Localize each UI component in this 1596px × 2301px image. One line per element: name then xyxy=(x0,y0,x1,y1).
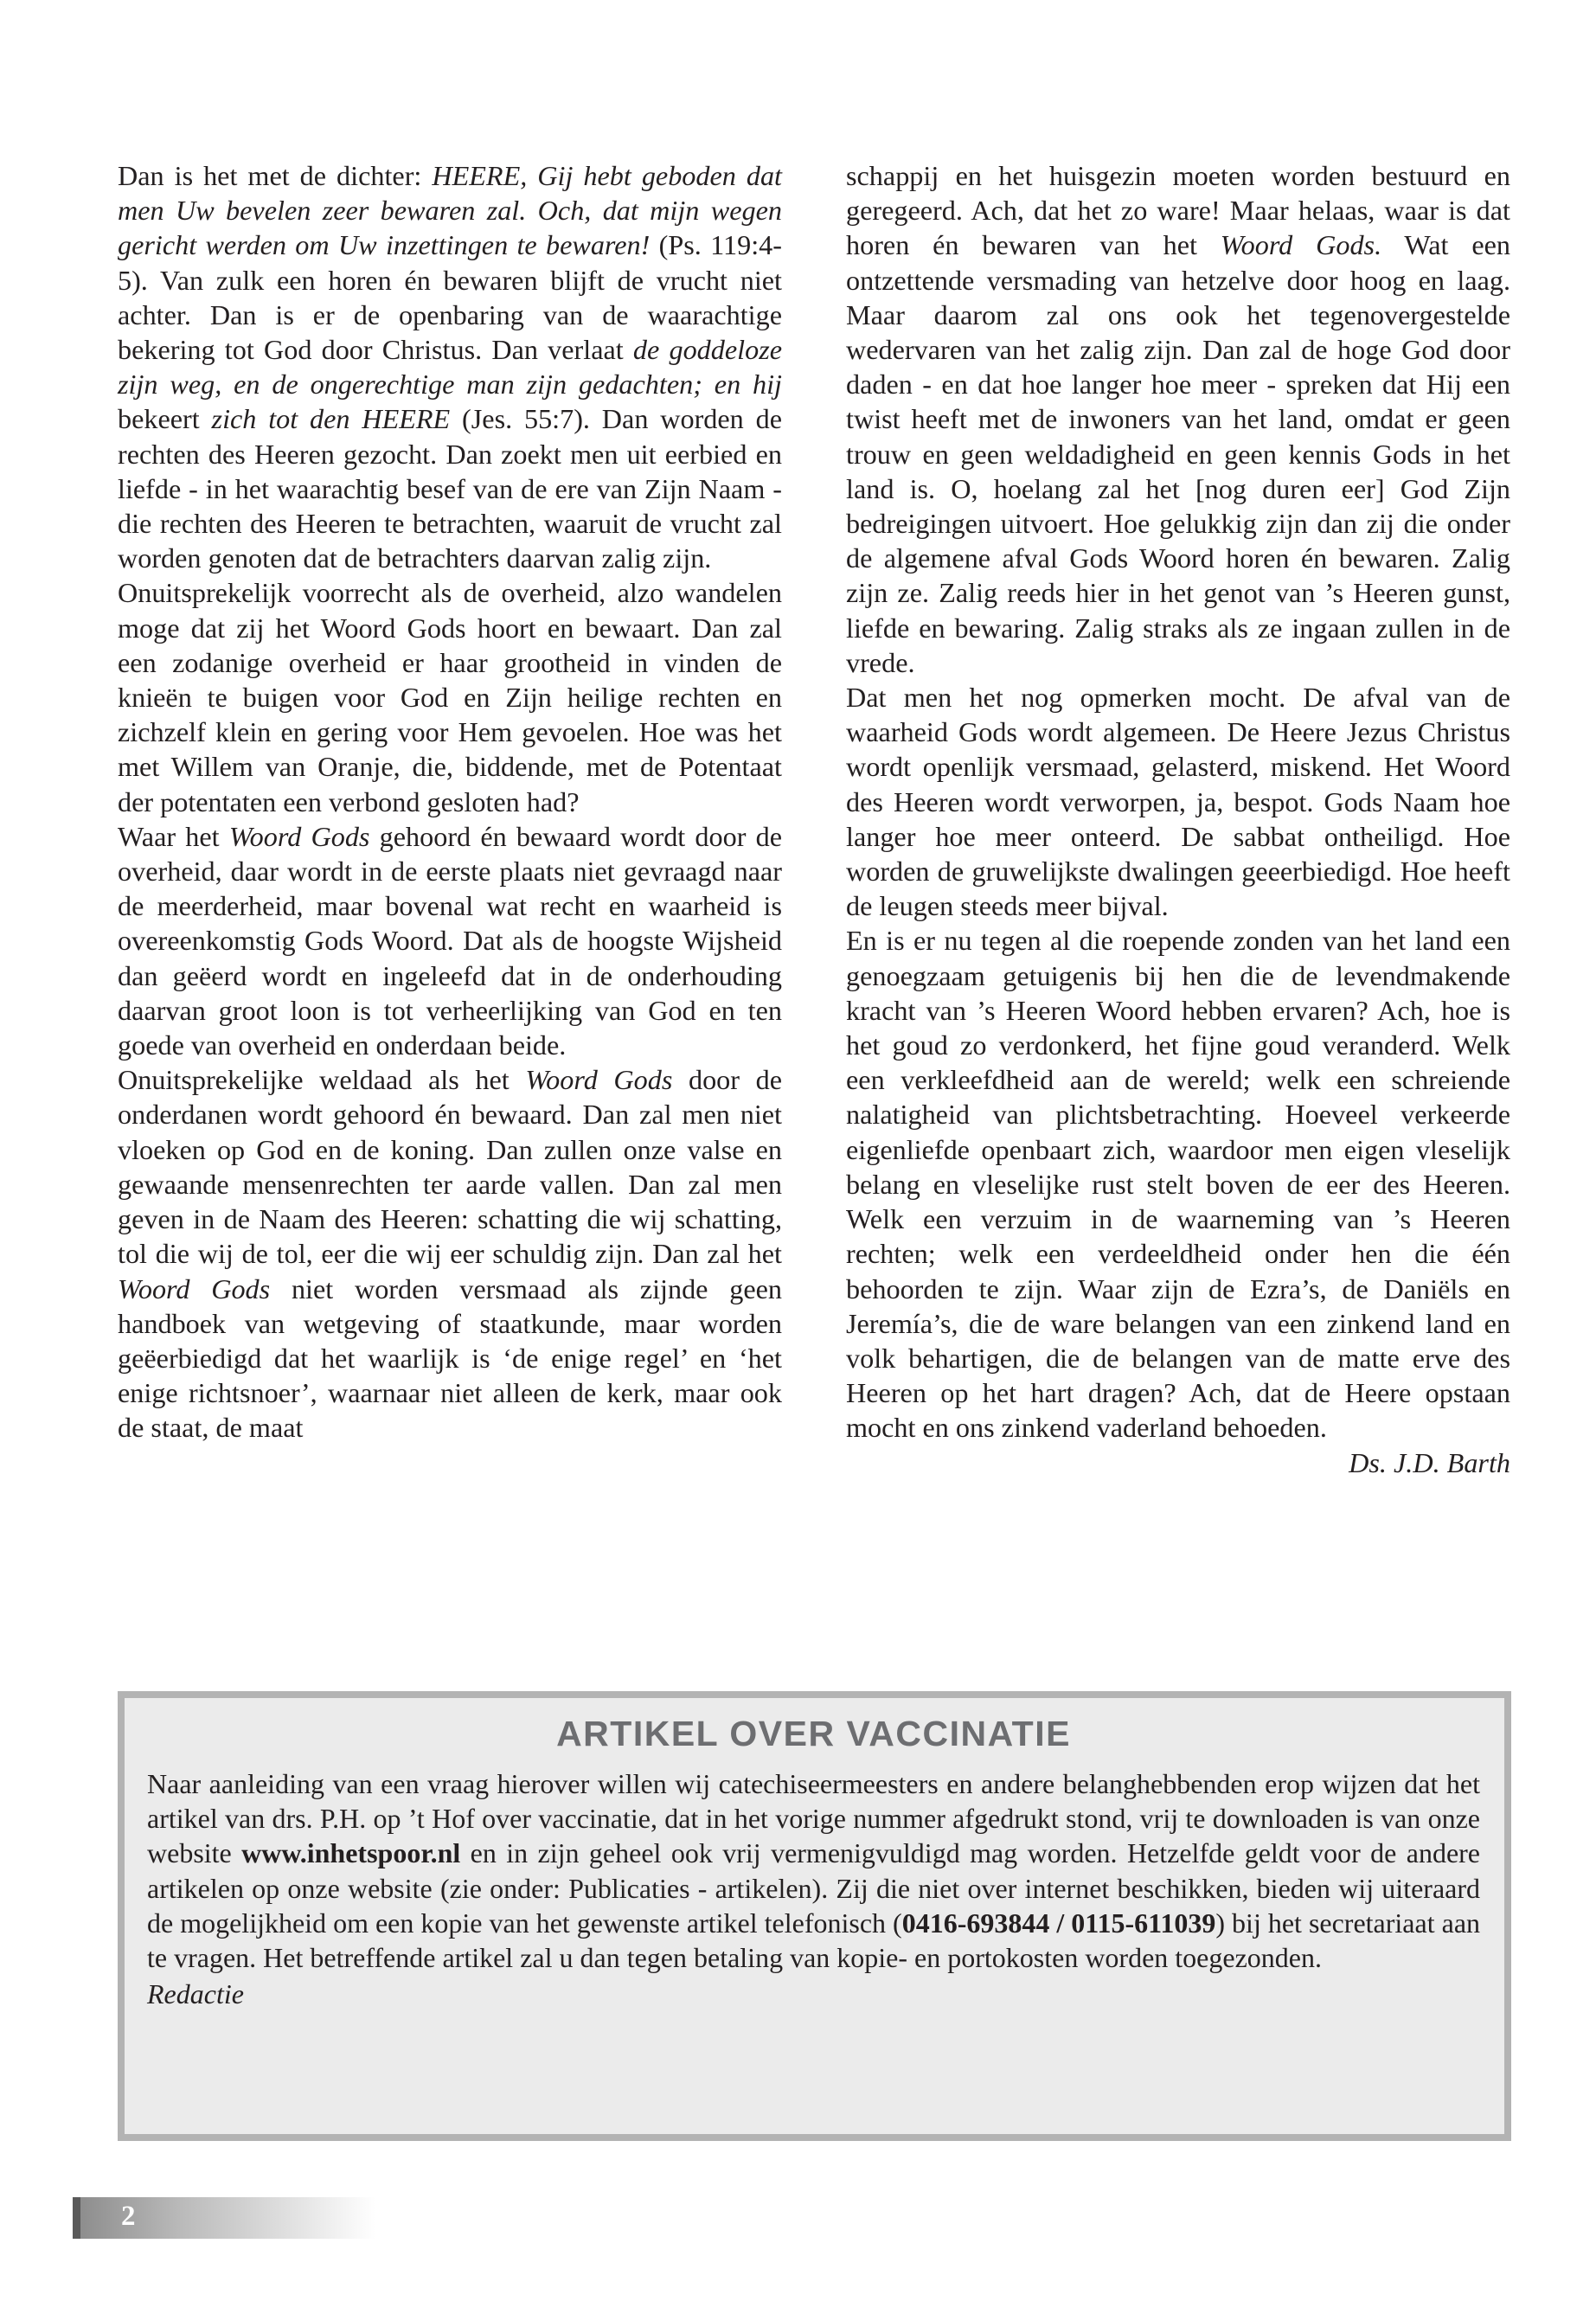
paragraph-italic-run: zich tot den HEERE xyxy=(211,403,451,435)
notice-text-run: ) bij het secretariaat aan te vragen. Het betreffende artikel zal u dan tegen betaling van kopie- en portokosten worden toegezonden. xyxy=(147,1907,1481,1974)
article-paragraph xyxy=(118,1062,782,1445)
article-left-column xyxy=(118,158,782,1445)
paragraph-italic-run: Woord Gods xyxy=(525,1064,673,1096)
paragraph-text-run: Waar het xyxy=(118,820,229,852)
notice-title: ARTIKEL OVER VACCINATIE xyxy=(556,1714,1071,1753)
paragraph-text-run: bekeert xyxy=(118,403,212,435)
paragraph-text-run: Dan is het met de dichter: xyxy=(118,160,433,191)
paragraph-text-run: Onuitsprekelijke weldaad als het xyxy=(118,1064,526,1096)
paragraph-italic-run: de goddeloze zijn weg, en de ongerechtige man zijn gedachten; en hij xyxy=(118,334,783,401)
paragraph-text-run: Onuitsprekelijk voorrecht als de overheid, alzo wandelen moge dat zij het Woord Gods hoort en bewaart. Dan zal een zodanige overheid er haar grootheid in vinden de knieën te buigen voor God en Zijn heilige rechten en zichzelf klein en gering voor Hem gevoelen. Hoe was het met Willem van Oranje, die, biddende, met de Potentaat der potentaten een verbond gesloten had? xyxy=(118,577,782,817)
paragraph-italic-run: Woord Gods xyxy=(228,820,370,852)
notice-bold-run: 0416-693844 / 0115-611039 xyxy=(901,1907,1216,1939)
paragraph-text-run: Wat een ontzettende versmading van hetzelve door hoog en laag. Maar daarom zal ons ook het tegenovergestelde wedervaren van het zalig zijn. Dan zal de hoge God door daden - en dat hoe langer hoe meer - spreken dat Hij een twist heeft met de inwoners van het land, omdat er geen trouw en geen weldadigheid en geen kennis Gods in het land is. O, hoelang zal het [nog duren eer] God Zijn bedreigingen uitvoert. Hoe gelukkig zijn dan zij die onder de algemene afval Gods Woord horen én bewaren. Zalig zijn ze. Zalig reeds hier in het genot van ’s Heeren gunst, liefde en bewaring. Zalig straks als ze ingaan zullen in de vrede. xyxy=(846,229,1510,678)
paragraph-italic-run: Woord Gods. xyxy=(1220,229,1382,261)
article-paragraph xyxy=(118,158,782,575)
notice-text-run: en in zijn geheel ook vrij vermenigvuldigd mag worden. Hetzelfde geldt voor de andere artikelen op onze website (zie onder: Publicaties - artikelen). Zij die niet over internet beschikken, bieden wij uiteraard de mogelijkheid om een kopie van het gewenste artikel telefonisch ( xyxy=(147,1837,1481,1939)
article-signature: Ds. J.D. Barth xyxy=(1349,1446,1510,1478)
article-paragraph xyxy=(118,819,782,1062)
article-paragraph xyxy=(846,680,1510,923)
vaccination-notice-box xyxy=(118,1691,1511,2141)
page-number-tab xyxy=(73,2197,375,2239)
page-number: 2 xyxy=(121,2201,136,2232)
paragraph-text-run: niet worden versmaad als zijnde geen handboek van wetgeving of staatkunde, maar worden geëerbiedigd dat het waarlijk is ‘de enige regel’ en ‘het enige richtsnoer’, waarnaar niet alleen de kerk, maar ook de staat, de maat xyxy=(118,1272,782,1444)
paragraph-text-run: door de onderdanen wordt gehoord én bewaard. Dan zal men niet vloeken op God en de koning. Dan zullen onze valse en gewaande mensenrechten ter aarde vallen. Dan zal men geven in de Naam des Heeren: schatting die wij schatting, tol die wij de tol, eer die wij eer schuldig zijn. Dan zal het xyxy=(118,1064,782,1270)
paragraph-italic-run: Woord Gods xyxy=(118,1272,271,1304)
paragraph-text-run: Dat men het nog opmerken mocht. De afval van de waarheid Gods wordt algemeen. De Heere Jezus Christus wordt openlijk versmaad, gelasterd, miskend. Het Woord des Heeren wordt verworpen, ja, bespot. Gods Naam hoe langer hoe meer onteerd. De sabbat ontheiligd. Hoe worden de gruwelijkste dwalingen geeerbiedigd. Hoe heeft de leugen steeds meer bijval. xyxy=(846,682,1510,922)
paragraph-text-run: (Ps. 119:4-5). Van zulk een horen én bewaren blijft de vrucht niet achter. Dan is er de openbaring van de waarachtige bekering tot God door Christus. Dan verlaat xyxy=(118,229,782,366)
article-paragraph xyxy=(846,158,1510,680)
paragraph-italic-run: HEERE, Gij hebt geboden dat men Uw bevelen zeer bewaren zal. Och, dat mijn wegen gericht werden om Uw inzettingen te bewaren! xyxy=(118,160,783,261)
article-paragraph xyxy=(118,575,782,818)
paragraph-text-run: (Jes. 55:7). Dan worden de rechten des Heeren gezocht. Dan zoekt men uit eerbied en liefde - in het waarachtig besef van de ere van Zijn Naam - die rechten des Heeren te betrachten, waaruit de vrucht zal worden genoten dat de betrachters daarvan zalig zijn. xyxy=(118,403,782,574)
notice-bold-run: www.inhetspoor.nl xyxy=(241,1837,461,1869)
notice-body xyxy=(147,1766,1480,1975)
paragraph-text-run: gehoord én bewaard wordt door de overheid, daar wordt in de eerste plaats niet gevraagd naar de meerderheid, maar bovenal wat recht en waarheid is overeenkomstig Gods Woord. Dat als de hoogste Wijsheid dan geëerd wordt en ingeleefd dat in de onderhouding daarvan groot loon is tot verheerlijking van God en ten goede van overheid en onderdaan beide. xyxy=(118,820,783,1061)
page-tab-bar xyxy=(73,2197,80,2239)
article-paragraph xyxy=(846,923,1510,1445)
notice-signature: Redactie xyxy=(147,1978,244,2010)
notice-text-run: Naar aanleiding van een vraag hierover willen wij catechiseermeesters en andere belanghebbenden erop wijzen dat het artikel van drs. P.H. op ’t Hof over vaccinatie, dat in het vorige nummer afgedrukt stond, vrij te downloaden is van onze website xyxy=(147,1768,1480,1869)
paragraph-text-run: En is er nu tegen al die roepende zonden van het land een genoegzaam getuigenis bij hen die de levendmakende kracht van ’s Heeren Woord hebben ervaren? Ach, hoe is het goud zo verdonkerd, het fijne goud veranderd. Welk een verkleefdheid aan de wereld; welk een schreiende nalatigheid van plichtsbetrachting. Hoeveel verkeerde eigenliefde openbaart zich, waardoor men eigen vleselijk belang en vleselijke rust stelt boven de eer des Heeren. Welk een verzuim in de waarneming van ’s Heeren rechten; welk een verdeeldheid onder hen die één behoorden te zijn. Waar zijn de Ezra’s, de Daniëls en Jeremía’s, die de ware belangen van een zinkend land en volk behartigen, die de belangen van de matte erve des Heeren op het hart dragen? Ach, dat de Heere opstaan mocht en ons zinkend vaderland behoeden. xyxy=(846,925,1510,1444)
article-right-column xyxy=(846,158,1510,1480)
paragraph-text-run: schappij en het huisgezin moeten worden bestuurd en geregeerd. Ach, dat het zo ware! Maar helaas, waar is dat horen én bewaren van het xyxy=(846,160,1510,261)
